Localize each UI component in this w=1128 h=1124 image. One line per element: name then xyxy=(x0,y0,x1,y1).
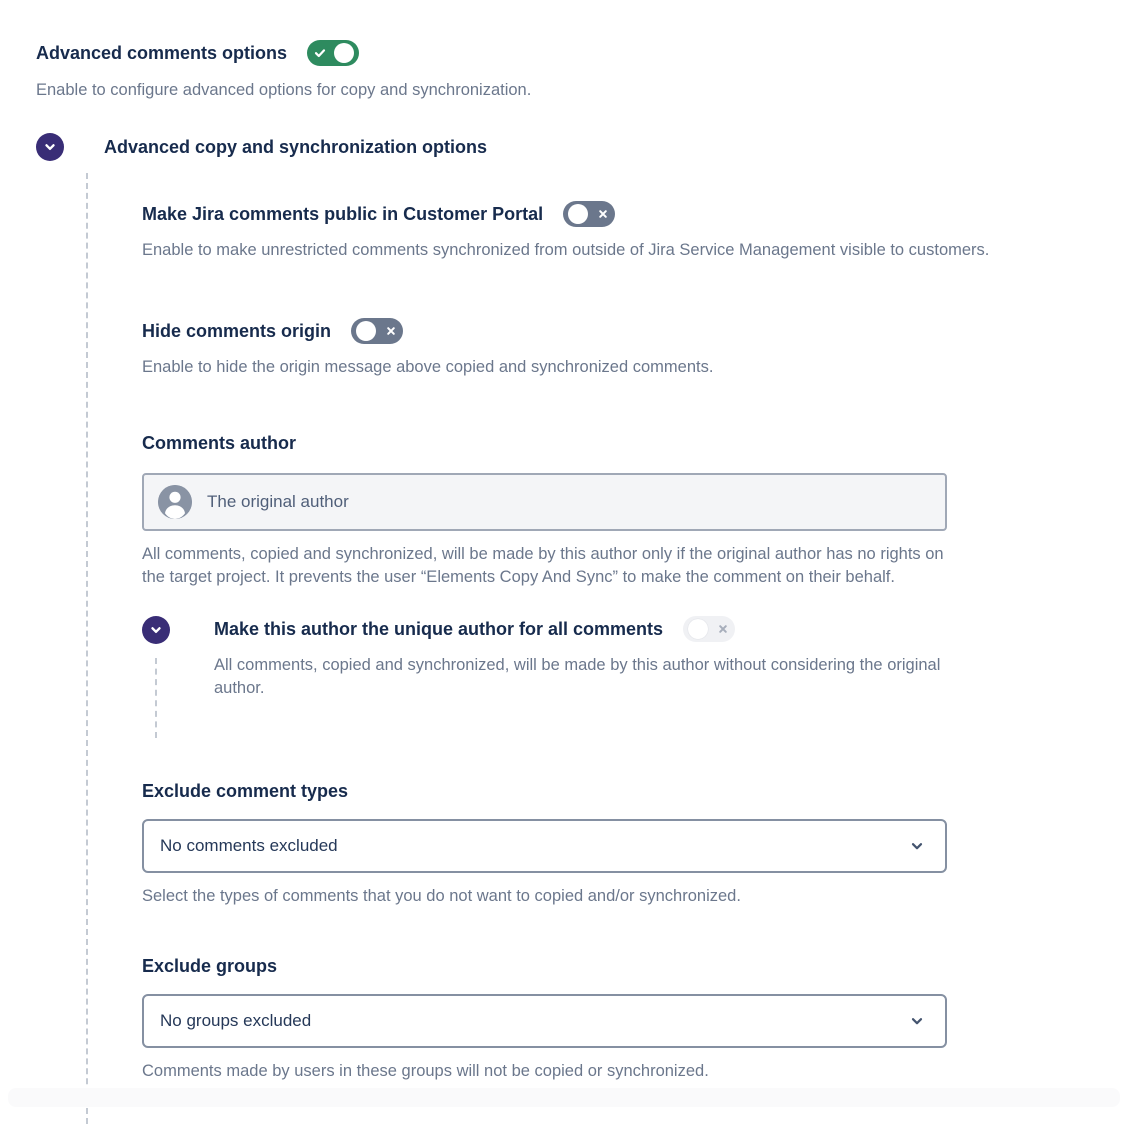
exclude-groups-value: No groups excluded xyxy=(160,1011,312,1030)
public-comments-toggle[interactable] xyxy=(563,201,615,227)
page-title: Advanced comments options xyxy=(36,43,288,63)
cross-icon xyxy=(716,624,730,634)
page-header xyxy=(36,40,1092,66)
comments-author-description: All comments, copied and synchronized, will be made by this author only if the original author has no rights on the target project. It prevents the user “Elements Copy And Sync” to make the comment on their behalf. xyxy=(142,544,944,586)
chevron-down-icon xyxy=(909,1013,925,1029)
chevron-down-icon xyxy=(909,838,925,854)
hide-origin-description: Enable to hide the origin message above copied and synchronized comments. xyxy=(142,358,714,376)
user-avatar-icon xyxy=(158,485,192,519)
unique-author-subsection xyxy=(142,616,1092,733)
hide-origin-toggle[interactable] xyxy=(351,318,403,344)
nested-guide-line xyxy=(155,658,157,738)
unique-author-field xyxy=(214,616,1092,642)
unique-author-description: All comments, copied and synchronized, will be made by this author without considering the original author. xyxy=(214,655,941,697)
section-content xyxy=(86,173,1092,1124)
collapse-section-button[interactable] xyxy=(36,133,64,161)
chevron-down-icon xyxy=(149,623,163,637)
exclude-comment-types-select[interactable] xyxy=(142,819,947,873)
comments-author-value: The original author xyxy=(207,491,349,511)
section-title: Advanced copy and synchronization options xyxy=(104,136,488,157)
cross-icon xyxy=(384,326,398,336)
page-subtitle: Enable to configure advanced options for copy and synchronization. xyxy=(36,81,532,99)
chevron-down-icon xyxy=(43,140,57,154)
exclude-comment-types-label: Exclude comment types xyxy=(142,780,349,801)
check-icon xyxy=(312,47,328,59)
public-comments-description: Enable to make unrestricted comments synchronized from outside of Jira Service Management visible to customers. xyxy=(142,240,990,259)
toggle-knob xyxy=(688,619,708,639)
exclude-groups-select[interactable] xyxy=(142,994,947,1048)
exclude-groups-label: Exclude groups xyxy=(142,956,278,976)
exclude-comment-types-value: No comments excluded xyxy=(160,835,338,855)
comments-author-label: Comments author xyxy=(142,432,297,453)
next-card-top-edge xyxy=(8,1088,1120,1107)
toggle-knob xyxy=(334,43,354,63)
cross-icon xyxy=(596,209,610,219)
unique-author-toggle[interactable] xyxy=(683,616,735,642)
toggle-knob xyxy=(568,204,588,224)
unique-author-label: Make this author the unique author for all comments xyxy=(214,618,664,639)
hide-origin-label: Hide comments origin xyxy=(142,321,332,341)
exclude-groups-description: Comments made by users in these groups will not be copied or synchronized. xyxy=(142,1062,709,1080)
section-header xyxy=(36,133,1092,161)
public-comments-field xyxy=(142,201,1092,227)
collapse-unique-author-button[interactable] xyxy=(142,616,170,644)
hide-origin-field xyxy=(142,318,1092,344)
public-comments-label: Make Jira comments public in Customer Portal xyxy=(142,203,544,224)
exclude-comment-types-description: Select the types of comments that you do not want to copied and/or synchronized. xyxy=(142,886,741,905)
comments-author-field[interactable] xyxy=(142,473,947,531)
toggle-knob xyxy=(356,321,376,341)
advanced-comments-toggle[interactable] xyxy=(307,40,359,66)
